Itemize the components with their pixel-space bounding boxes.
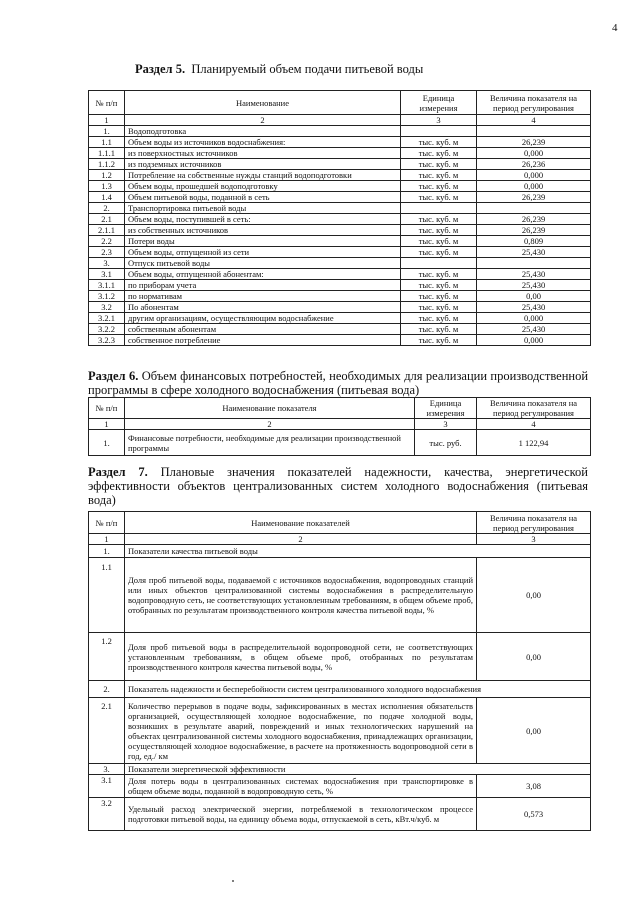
table-row <box>89 192 591 203</box>
row-name: Транспортировка питьевой воды <box>125 203 401 214</box>
row-value: 0,573 <box>477 798 591 831</box>
section5-table <box>88 90 591 346</box>
row-value: 25,430 <box>477 280 591 291</box>
row-value: 25,430 <box>477 302 591 313</box>
row-unit: тыс. куб. м <box>401 291 477 302</box>
row-value <box>477 258 591 269</box>
row-name: Водоподготовка <box>125 126 401 137</box>
row-value <box>477 203 591 214</box>
row-value: 25,430 <box>477 247 591 258</box>
row-number: 1. <box>89 430 125 456</box>
table-row <box>89 280 591 291</box>
scan-speck <box>232 880 234 882</box>
table-row <box>89 126 591 137</box>
row-name: Отпуск питьевой воды <box>125 258 401 269</box>
row-unit: тыс. руб. <box>415 430 477 456</box>
row-unit: тыс. куб. м <box>401 148 477 159</box>
row-unit: тыс. куб. м <box>401 269 477 280</box>
row-number: 1.2 <box>89 633 125 681</box>
row-name: Потребление на собственные нужды станций водоподготовки <box>125 170 401 181</box>
row-name: по нормативам <box>125 291 401 302</box>
row-number: 3.2 <box>89 798 125 831</box>
table-row <box>89 633 591 681</box>
row-number: 3. <box>89 258 125 269</box>
row-name: По абонентам <box>125 302 401 313</box>
row-unit: тыс. куб. м <box>401 214 477 225</box>
row-value: 0,000 <box>477 148 591 159</box>
row-number: 3.1 <box>89 269 125 280</box>
row-value: 26,239 <box>477 214 591 225</box>
row-unit: тыс. куб. м <box>401 335 477 346</box>
row-number: 1. <box>89 126 125 137</box>
row-unit: тыс. куб. м <box>401 181 477 192</box>
section6-table <box>88 397 591 456</box>
group-row <box>89 545 591 558</box>
row-unit: тыс. куб. м <box>401 192 477 203</box>
row-name: Финансовые потребности, необходимые для реализации производственной программы <box>125 430 415 456</box>
row-value: 25,430 <box>477 324 591 335</box>
column-number: 1 <box>89 534 125 545</box>
header-cell: № п/п <box>89 398 125 419</box>
row-number: 1.1.1 <box>89 148 125 159</box>
row-unit: тыс. куб. м <box>401 247 477 258</box>
column-number: 2 <box>125 534 477 545</box>
row-name: Потери воды <box>125 236 401 247</box>
header-cell: Наименование показателей <box>125 512 477 534</box>
row-number: 3.1.2 <box>89 291 125 302</box>
column-number: 4 <box>477 419 591 430</box>
table-header-row <box>89 398 591 419</box>
group-row <box>89 764 591 775</box>
row-name: из подземных источников <box>125 159 401 170</box>
section6-title: Раздел 6. Объем финансовых потребностей, необходимых для реализации производственной программы в сфере холодного водоснабжения (питьевая вода) <box>88 369 589 397</box>
row-name: Объем воды из источников водоснабжения: <box>125 137 401 148</box>
row-value: 26,236 <box>477 159 591 170</box>
table-row <box>89 170 591 181</box>
table-row <box>89 258 591 269</box>
table-row <box>89 335 591 346</box>
row-number: 3.1.1 <box>89 280 125 291</box>
row-number: 1.1 <box>89 558 125 633</box>
table-row <box>89 159 591 170</box>
row-number: 2.2 <box>89 236 125 247</box>
row-number: 1.4 <box>89 192 125 203</box>
row-name: собственным абонентам <box>125 324 401 335</box>
row-unit <box>401 203 477 214</box>
table-row <box>89 324 591 335</box>
row-value: 0,00 <box>477 698 591 764</box>
table-header-row <box>89 91 591 115</box>
row-number: 1. <box>89 545 125 558</box>
row-unit <box>401 126 477 137</box>
row-number: 3. <box>89 764 125 775</box>
row-value: 0,000 <box>477 335 591 346</box>
row-number: 2.1.1 <box>89 225 125 236</box>
column-number-row <box>89 115 591 126</box>
row-name: Объем воды, отпущенной абонентам: <box>125 269 401 280</box>
row-value: 1 122,94 <box>477 430 591 456</box>
row-unit: тыс. куб. м <box>401 170 477 181</box>
table-row <box>89 558 591 633</box>
row-value <box>477 126 591 137</box>
row-unit: тыс. куб. м <box>401 324 477 335</box>
row-name: Объем воды, прошедшей водоподготовку <box>125 181 401 192</box>
table-row <box>89 214 591 225</box>
row-unit: тыс. куб. м <box>401 280 477 291</box>
table-row <box>89 203 591 214</box>
header-cell: Величина показателя на период регулирования <box>477 512 591 534</box>
header-cell: № п/п <box>89 91 125 115</box>
column-number: 3 <box>415 419 477 430</box>
row-name: собственное потребление <box>125 335 401 346</box>
row-value: 3,08 <box>477 775 591 798</box>
row-number: 1.3 <box>89 181 125 192</box>
row-number: 2.1 <box>89 698 125 764</box>
table-row <box>89 225 591 236</box>
column-number: 3 <box>477 534 591 545</box>
row-number: 3.1 <box>89 775 125 798</box>
row-number: 1.2 <box>89 170 125 181</box>
row-unit: тыс. куб. м <box>401 313 477 324</box>
column-number: 4 <box>477 115 591 126</box>
header-cell: Величина показателя на период регулирования <box>477 91 591 115</box>
row-value: 0,00 <box>477 291 591 302</box>
column-number-row <box>89 534 591 545</box>
row-value: 25,430 <box>477 269 591 280</box>
table-row <box>89 775 591 798</box>
header-cell: Единица измерения <box>415 398 477 419</box>
table-row <box>89 430 591 456</box>
column-number-row <box>89 419 591 430</box>
header-cell: Наименование <box>125 91 401 115</box>
table-row <box>89 137 591 148</box>
row-name: Доля потерь воды в централизованных системах водоснабжения при транспортировке в общем объеме воды, поданной в водопроводную сеть, % <box>125 775 477 798</box>
row-name: другим организациям, осуществляющим водоснабжение <box>125 313 401 324</box>
header-cell: Наименование показателя <box>125 398 415 419</box>
table-row <box>89 269 591 280</box>
table-header-row <box>89 512 591 534</box>
row-value: 26,239 <box>477 137 591 148</box>
row-unit: тыс. куб. м <box>401 225 477 236</box>
table-row <box>89 148 591 159</box>
column-number: 1 <box>89 419 125 430</box>
row-value: 0,00 <box>477 633 591 681</box>
row-value: 0,00 <box>477 558 591 633</box>
row-number: 1.1 <box>89 137 125 148</box>
table-row <box>89 247 591 258</box>
row-name: из поверхностных источников <box>125 148 401 159</box>
row-value: 26,239 <box>477 192 591 203</box>
row-number: 2.1 <box>89 214 125 225</box>
row-unit: тыс. куб. м <box>401 236 477 247</box>
row-number: 1.1.2 <box>89 159 125 170</box>
column-number: 1 <box>89 115 125 126</box>
table-row <box>89 698 591 764</box>
row-value: 0,000 <box>477 170 591 181</box>
table-row <box>89 313 591 324</box>
column-number: 2 <box>125 419 415 430</box>
row-unit <box>401 258 477 269</box>
column-number: 2 <box>125 115 401 126</box>
row-value: 0,000 <box>477 313 591 324</box>
column-number: 3 <box>401 115 477 126</box>
table-row <box>89 181 591 192</box>
row-number: 2. <box>89 681 125 698</box>
row-value: 0,000 <box>477 181 591 192</box>
row-number: 3.2.1 <box>89 313 125 324</box>
row-value: 0,809 <box>477 236 591 247</box>
section7-table <box>88 511 591 831</box>
row-unit: тыс. куб. м <box>401 302 477 313</box>
row-number: 3.2.3 <box>89 335 125 346</box>
group-row <box>89 681 591 698</box>
table-row <box>89 302 591 313</box>
header-cell: № п/п <box>89 512 125 534</box>
header-cell: Единица измерения <box>401 91 477 115</box>
row-unit: тыс. куб. м <box>401 159 477 170</box>
row-name: Объем воды, отпущенной из сети <box>125 247 401 258</box>
group-name: Показатель надежности и бесперебойности систем централизованного холодного водоснабжения <box>125 681 591 698</box>
row-name: Доля проб питьевой воды в распределительной водопроводной сети, не соответствующих установленным требованиям, в общем объеме проб, отобранных по результатам производственного контроля качества питьевой воды, % <box>125 633 477 681</box>
page-number: 4 <box>612 22 618 34</box>
row-number: 3.2.2 <box>89 324 125 335</box>
row-name: Количество перерывов в подаче воды, зафиксированных в местах исполнения обязательств организацией, осуществляющей холодное водоснабжение, по подаче холодной воды, возникших в результате аварий, повреждений и иных технологических нарушений на объектах централизованной системы холодного водоснабжения, принадлежащих организации, осуществляющей холодное водоснабжение, в расчете на протяженность водопроводной сети в год, ед./ км <box>125 698 477 764</box>
row-name: из собственных источников <box>125 225 401 236</box>
row-value: 26,239 <box>477 225 591 236</box>
row-name: Удельный расход электрической энергии, потребляемой в технологическом процессе подготовки питьевой воды, на единицу объема воды, отпускаемой в сеть, кВт.ч/куб. м <box>125 798 477 831</box>
table-row <box>89 798 591 831</box>
section5-title: Раздел 5. Планируемый объем подачи питьевой воды <box>135 62 424 76</box>
group-name: Показатели качества питьевой воды <box>125 545 591 558</box>
row-name: по приборам учета <box>125 280 401 291</box>
section7-title: Раздел 7. Плановые значения показателей надежности, качества, энергетической эффективности объектов централизованных систем холодного водоснабжения (питьевая вода) <box>88 465 589 507</box>
row-number: 2.3 <box>89 247 125 258</box>
row-name: Доля проб питьевой воды, подаваемой с источников водоснабжения, водопроводных станций или иных объектов централизованной системы водоснабжения в распределительную водопроводную сеть, не соответствующих установленным требованиям, в общем объеме проб, отобранных по результатам производственного контроля качества питьевой воды, % <box>125 558 477 633</box>
row-number: 2. <box>89 203 125 214</box>
group-name: Показатели энергетической эффективности <box>125 764 591 775</box>
row-name: Объем воды, поступившей в сеть: <box>125 214 401 225</box>
table-row <box>89 236 591 247</box>
row-number: 3.2 <box>89 302 125 313</box>
table-row <box>89 291 591 302</box>
header-cell: Величина показателя на период регулирования <box>477 398 591 419</box>
row-unit: тыс. куб. м <box>401 137 477 148</box>
row-name: Объем питьевой воды, поданной в сеть <box>125 192 401 203</box>
